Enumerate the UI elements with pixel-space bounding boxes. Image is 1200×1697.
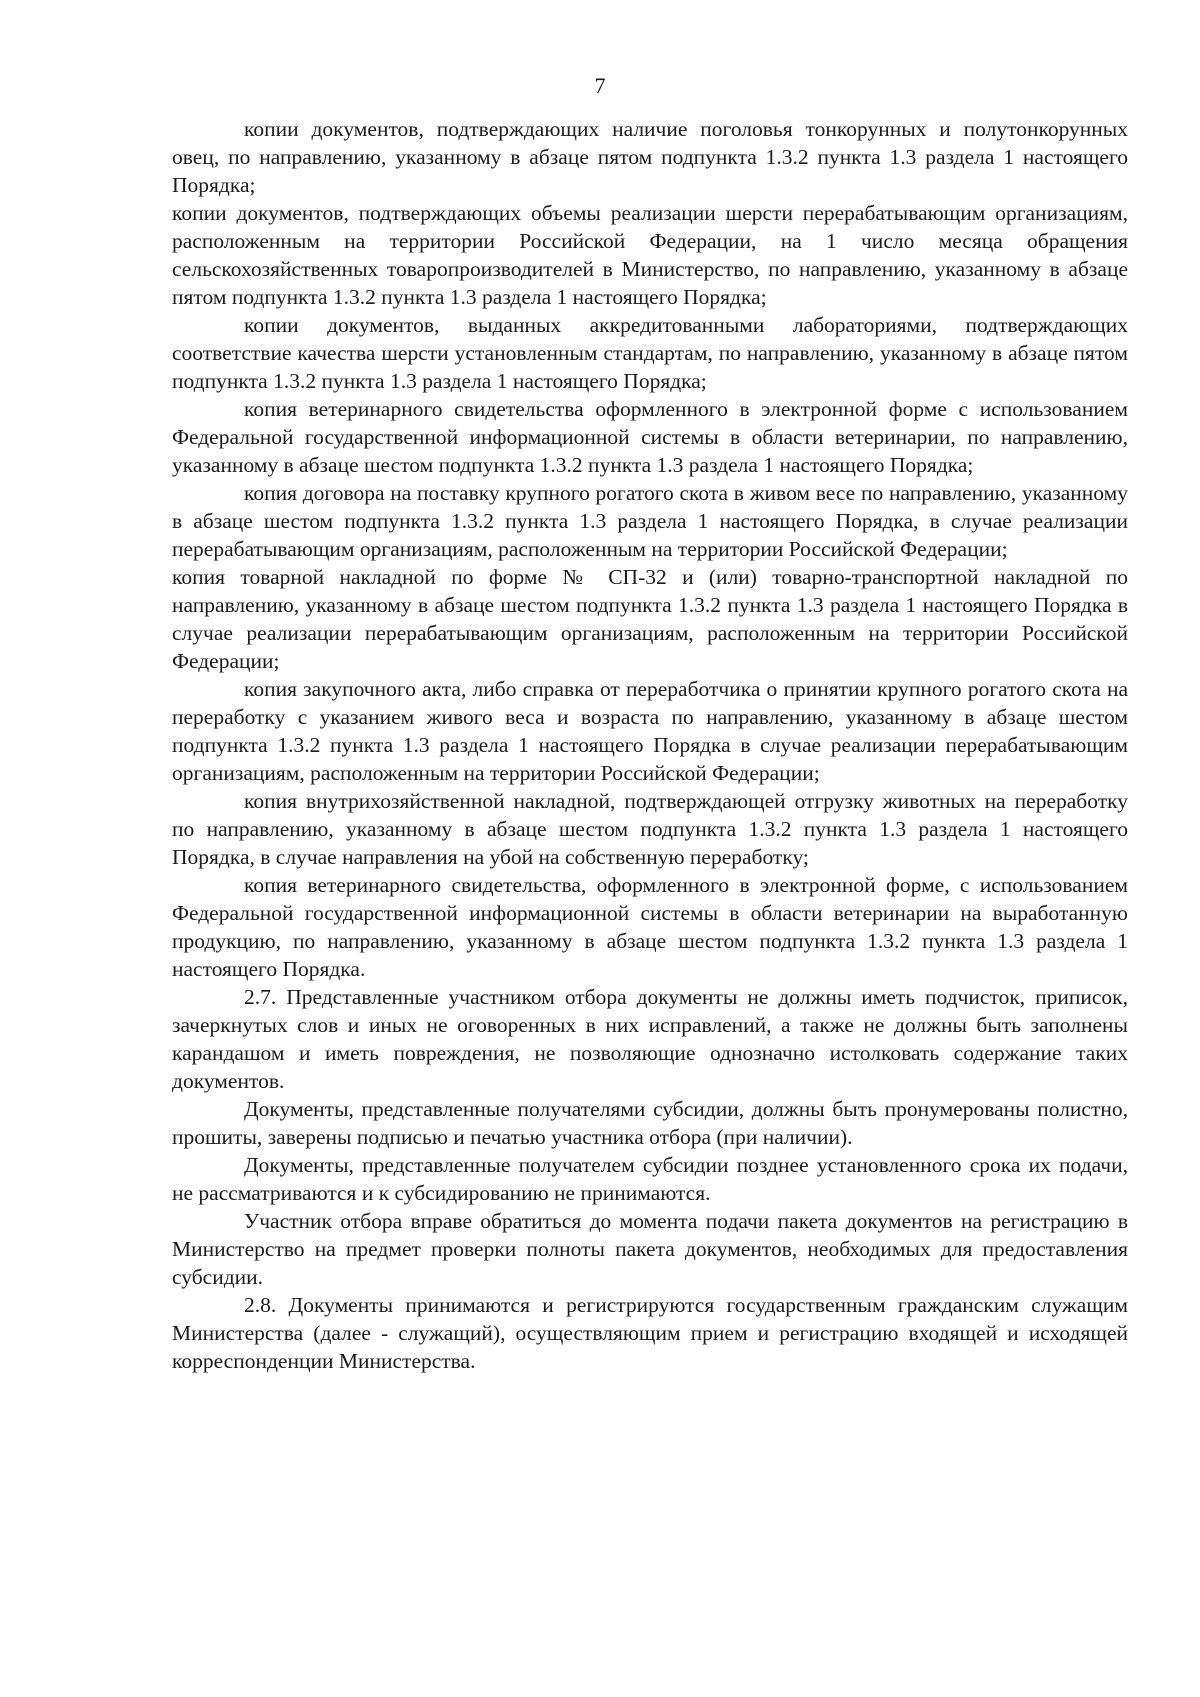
paragraph: Документы, представленные получателем субсидии позднее установленного срока их подачи, не рассматриваются и к субсидированию не принимаются. <box>172 1153 1128 1205</box>
paragraph: копия ветеринарного свидетельства, оформленного в электронной форме, с использованием Федеральной государственной информационной системы в области ветеринарии на выработанную продукцию, по направлению, указанному в абзаце шестом подпункта 1.3.2 пункта 1.3 раздела 1 настоящего Порядка. <box>172 873 1128 981</box>
paragraph: копия внутрихозяйственной накладной, подтверждающей отгрузку животных на переработку по направлению, указанному в абзаце шестом подпункта 1.3.2 пункта 1.3 раздела 1 настоящего Порядка, в случае направления на убой на собственную переработку; <box>172 789 1128 869</box>
page-number: 7 <box>594 73 606 98</box>
paragraph: копии документов, подтверждающих объемы реализации шерсти перерабатывающим организациям, расположенным на территории Российской Федерации, на 1 число месяца обращения сельскохозяйственных товаропроизводителей в Министерство, по направлению, указанному в абзаце пятом подпункта 1.3.2 пункта 1.3 раздела 1 настоящего Порядка; <box>172 201 1128 309</box>
paragraph: копия товарной накладной по форме № СП-32 и (или) товарно-транспортной накладной по направлению, указанному в абзаце шестом подпункта 1.3.2 пункта 1.3 раздела 1 настоящего Порядка в случае реализации перерабатывающим организациям, расположенным на территории Российской Федерации; <box>172 565 1128 673</box>
document-body <box>172 115 1128 1375</box>
paragraph: копия договора на поставку крупного рогатого скота в живом весе по направлению, указанному в абзаце шестом подпункта 1.3.2 пункта 1.3 раздела 1 настоящего Порядка, в случае реализации перерабатывающим организациям, расположенным на территории Российской Федерации; <box>172 481 1128 561</box>
paragraph: копия закупочного акта, либо справка от переработчика о принятии крупного рогатого скота на переработку с указанием живого веса и возраста по направлению, указанному в абзаце шестом подпункта 1.3.2 пункта 1.3 раздела 1 настоящего Порядка в случае реализации перерабатывающим организациям, расположенным на территории Российской Федерации; <box>172 677 1128 785</box>
paragraph: копии документов, выданных аккредитованными лабораториями, подтверждающих соответствие качества шерсти установленным стандартам, по направлению, указанному в абзаце пятом подпункта 1.3.2 пункта 1.3 раздела 1 настоящего Порядка; <box>172 313 1128 393</box>
paragraph: Документы, представленные получателями субсидии, должны быть пронумерованы полистно, прошиты, заверены подписью и печатью участника отбора (при наличии). <box>172 1097 1128 1149</box>
paragraph: копии документов, подтверждающих наличие поголовья тонкорунных и полутонкорунных овец, по направлению, указанному в абзаце пятом подпункта 1.3.2 пункта 1.3 раздела 1 настоящего Порядка; <box>172 117 1128 197</box>
paragraph: 2.7. Представленные участником отбора документы не должны иметь подчисток, приписок, зачеркнутых слов и иных не оговоренных в них исправлений, а также не должны быть заполнены карандашом и иметь повреждения, не позволяющие однозначно истолковать содержание таких документов. <box>172 985 1128 1093</box>
paragraph: копия ветеринарного свидетельства оформленного в электронной форме с использованием Федеральной государственной информационной системы в области ветеринарии, по направлению, указанному в абзаце шестом подпункта 1.3.2 пункта 1.3 раздела 1 настоящего Порядка; <box>172 397 1128 477</box>
paragraph: 2.8. Документы принимаются и регистрируются государственным гражданским служащим Министерства (далее - служащий), осуществляющим прием и регистрацию входящей и исходящей корреспонденции Министерства. <box>172 1293 1128 1373</box>
paragraph: Участник отбора вправе обратиться до момента подачи пакета документов на регистрацию в Министерство на предмет проверки полноты пакета документов, необходимых для предоставления субсидии. <box>172 1209 1128 1289</box>
